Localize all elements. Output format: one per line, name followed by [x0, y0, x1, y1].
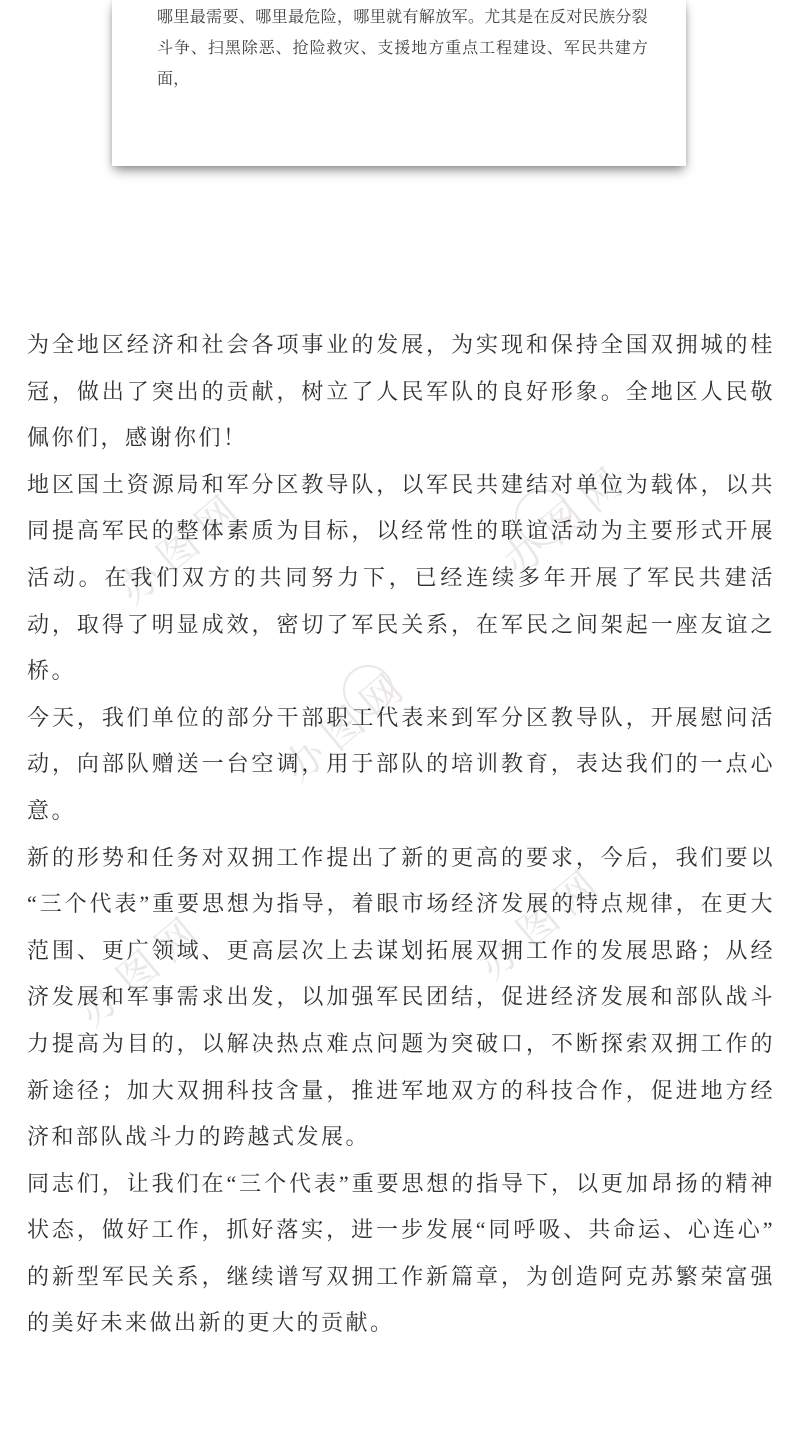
preview-card-text: 哪里最需要、哪里最危险，哪里就有解放军。尤其是在反对民族分裂斗争、扫黑除恶、抢险救灾、支援地方重点工程建设、军民共建方面， — [157, 9, 648, 88]
watermark-text: 办图网 — [70, 904, 214, 1035]
paragraph: 为全地区经济和社会各项事业的发展，为实现和保持全国双拥城的桂冠，做出了突出的贡献，树立了人民军队的良好形象。全地区人民敬佩你们，感谢你们！ — [27, 332, 775, 451]
paragraph: 新的形势和任务对双拥工作提出了新的更高的要求，今后，我们要以“三个代表”重要思想为指导，着眼市场经济发展的特点规律，在更大范围、更广领域、更高层次上去谋划拓展双拥工作的发展思路；从经济发展和军事需求出发，以加强军民团结，促进经济发展和部队战斗力提高为目的，以解决热点难点问题为突破口，不断探索双拥工作的新途径；加大双拥科技含量，推进军地双方的科技合作，促进地方经济和部队战斗力的跨越式发展。 — [27, 844, 775, 1150]
watermark-text: 办图网 — [275, 660, 419, 791]
watermark-text: 办图网 — [470, 857, 614, 988]
paragraph: 地区国土资源局和军分区教导队，以军民共建结对单位为载体，以共同提高军民的整体素质为目标，以经常性的联谊活动为主要形式开展活动。在我们双方的共同努力下，已经连续多年开展了军民共建活动，取得了明显成效，密切了军民关系，在军民之间架起一座友谊之桥。 — [27, 471, 775, 684]
paragraph: 同志们，让我们在“三个代表”重要思想的指导下，以更加昂扬的精神状态，做好工作，抓好落实，进一步发展“同呼吸、共命运、心连心”的新型军民关系，继续谱写双拥工作新篇章，为创造阿克苏繁荣富强的美好未来做出新的更大的贡献。 — [27, 1170, 775, 1336]
document-preview-card — [112, 0, 686, 166]
watermark-text: 办图网 — [110, 482, 254, 613]
document-body-text — [27, 322, 775, 1347]
paragraph: 今天，我们单位的部分干部职工代表来到军分区教导队，开展慰问活动，向部队赠送一台空调，用于部队的培训教育，表达我们的一点心意。 — [27, 704, 775, 823]
watermark-text: 办图网 — [495, 454, 639, 585]
